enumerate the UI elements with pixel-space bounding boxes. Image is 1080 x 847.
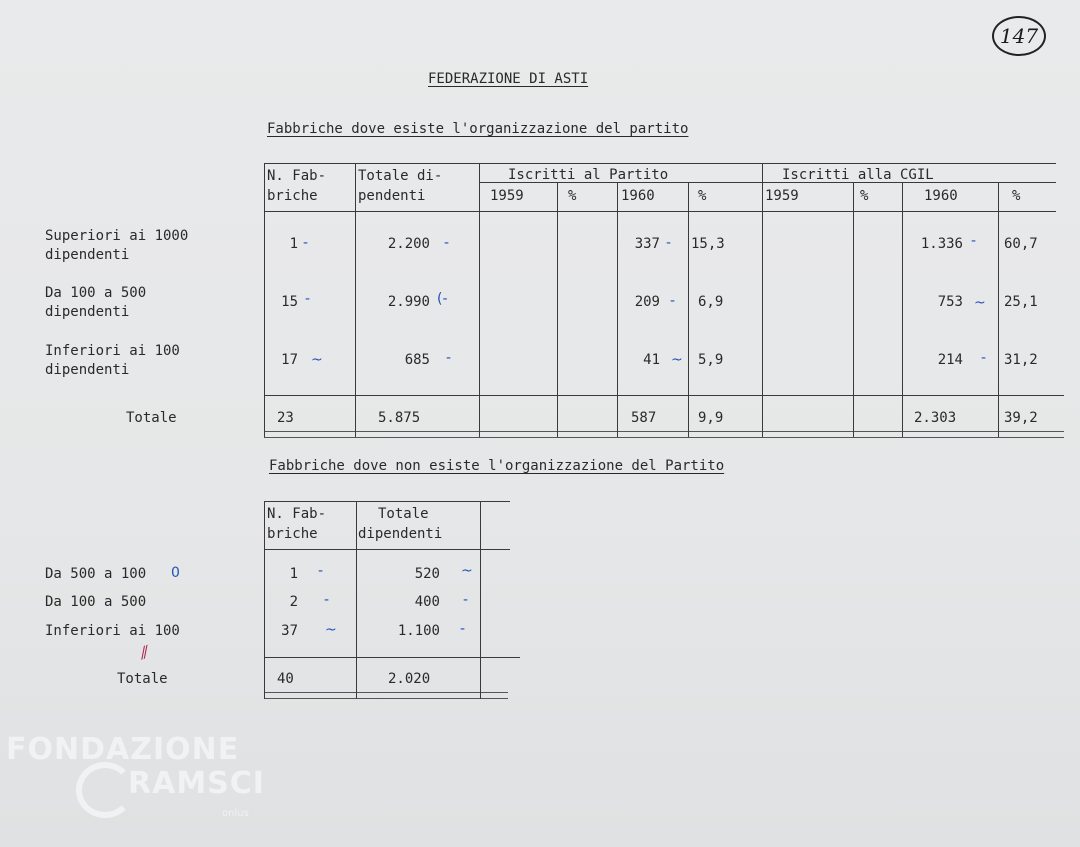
- cell-cgil-1960-pct: 25,1: [1004, 294, 1038, 310]
- section2-heading: Fabbriche dove non esiste l'organizzazione del Partito: [269, 458, 725, 474]
- check-mark-icon: -: [446, 350, 452, 366]
- cell-cgil-1960: 753: [937, 294, 963, 310]
- check-mark-icon: ~: [325, 622, 337, 638]
- col-tot-2: pendenti: [358, 188, 426, 204]
- check-mark-icon: -: [305, 291, 311, 307]
- watermark-g-icon: [76, 762, 134, 818]
- sub-partito-1959: 1959: [490, 188, 524, 204]
- col-tot-1: Totale: [378, 506, 429, 522]
- cell-n-fab: 1: [289, 566, 298, 582]
- total-partito-1960: 587: [631, 410, 657, 426]
- page-number-stamp: 147: [992, 16, 1046, 56]
- cell-partito-1960: 41: [643, 352, 660, 368]
- total-cgil-1960-pct: 39,2: [1004, 410, 1038, 426]
- cell-partito-1960-pct: 6,9: [698, 294, 724, 310]
- col-tot-2: dipendenti: [358, 526, 443, 542]
- group-cgil-header: Iscritti alla CGIL: [782, 167, 934, 183]
- total-tot: 2.020: [388, 671, 431, 687]
- col-n-fab-2: briche: [267, 188, 318, 204]
- col-n-fab-1: N. Fab-: [267, 506, 327, 522]
- cell-cgil-1960: 1.336: [920, 236, 963, 252]
- cell-tot: 400: [414, 594, 440, 610]
- watermark-line2: RAMSCI: [128, 766, 265, 801]
- cell-tot: 685: [404, 352, 430, 368]
- row-label-mark: 0: [171, 565, 180, 581]
- sub-partito-1959-pct: %: [568, 188, 577, 204]
- row-label: Superiori ai 1000: [45, 228, 189, 244]
- col-tot-1: Totale di-: [358, 168, 443, 184]
- row-label: dipendenti: [45, 362, 130, 378]
- total-n-fab: 23: [277, 410, 294, 426]
- check-mark-icon: -: [460, 621, 466, 637]
- total-label: Totale: [126, 410, 177, 426]
- col-n-fab-1: N. Fab-: [267, 168, 327, 184]
- col-n-fab-2: briche: [267, 526, 318, 542]
- check-mark-icon: -: [318, 563, 324, 579]
- cell-partito-1960: 337: [634, 236, 660, 252]
- document-title: FEDERAZIONE DI ASTI: [428, 71, 589, 87]
- sub-partito-1960-pct: %: [698, 188, 707, 204]
- total-partito-1960-pct: 9,9: [698, 410, 724, 426]
- check-mark-icon: -: [324, 592, 330, 608]
- row-label: Da 100 a 500: [45, 285, 147, 301]
- cell-tot: 2.990: [387, 294, 430, 310]
- check-mark-icon: -: [444, 235, 450, 251]
- cell-n-fab: 15: [281, 294, 298, 310]
- row-label: Da 100 a 500: [45, 594, 147, 610]
- cell-n-fab: 17: [281, 352, 298, 368]
- sub-cgil-1959: 1959: [765, 188, 799, 204]
- check-mark-icon: -: [981, 350, 987, 366]
- red-pen-mark-icon: ⁄⁄: [138, 642, 151, 663]
- cell-n-fab: 37: [281, 623, 298, 639]
- cell-cgil-1960-pct: 31,2: [1004, 352, 1038, 368]
- sub-cgil-1959-pct: %: [860, 188, 869, 204]
- check-mark-icon: -: [971, 233, 977, 249]
- cell-tot: 1.100: [397, 623, 440, 639]
- check-mark-icon: -: [463, 592, 469, 608]
- sub-partito-1960: 1960: [621, 188, 655, 204]
- check-mark-icon: ~: [461, 563, 473, 579]
- row-label: dipendenti: [45, 247, 130, 263]
- sub-cgil-1960: 1960: [924, 188, 958, 204]
- cell-cgil-1960-pct: 60,7: [1004, 236, 1038, 252]
- cell-tot: 2.200: [387, 236, 430, 252]
- row-label: Inferiori ai 100: [45, 343, 180, 359]
- cell-partito-1960-pct: 5,9: [698, 352, 724, 368]
- check-mark-icon: -: [666, 235, 672, 251]
- cell-n-fab: 2: [289, 594, 298, 610]
- group-partito-header: Iscritti al Partito: [508, 167, 669, 183]
- total-label: Totale: [117, 671, 168, 687]
- row-label: Inferiori ai 100: [45, 623, 180, 639]
- check-mark-icon: -: [303, 235, 309, 251]
- row-label: dipendenti: [45, 304, 130, 320]
- sub-cgil-1960-pct: %: [1012, 188, 1021, 204]
- cell-partito-1960: 209: [634, 294, 660, 310]
- watermark-line3: onlus: [222, 808, 249, 819]
- row-label: Da 500 a 100: [45, 566, 147, 582]
- cell-cgil-1960: 214: [937, 352, 963, 368]
- cell-partito-1960-pct: 15,3: [691, 236, 725, 252]
- cell-tot: 520: [414, 566, 440, 582]
- section1-heading: Fabbriche dove esiste l'organizzazione del partito: [267, 121, 689, 137]
- cell-n-fab: 1: [289, 236, 298, 252]
- check-mark-icon: (-: [437, 291, 448, 307]
- total-n-fab: 40: [277, 671, 294, 687]
- check-mark-icon: -: [670, 293, 676, 309]
- total-cgil-1960: 2.303: [914, 410, 957, 426]
- check-mark-icon: ~: [671, 352, 683, 368]
- watermark-line1: FONDAZIONE: [6, 732, 240, 767]
- check-mark-icon: ~: [974, 295, 986, 311]
- check-mark-icon: ~: [311, 352, 323, 368]
- total-tot: 5.875: [378, 410, 421, 426]
